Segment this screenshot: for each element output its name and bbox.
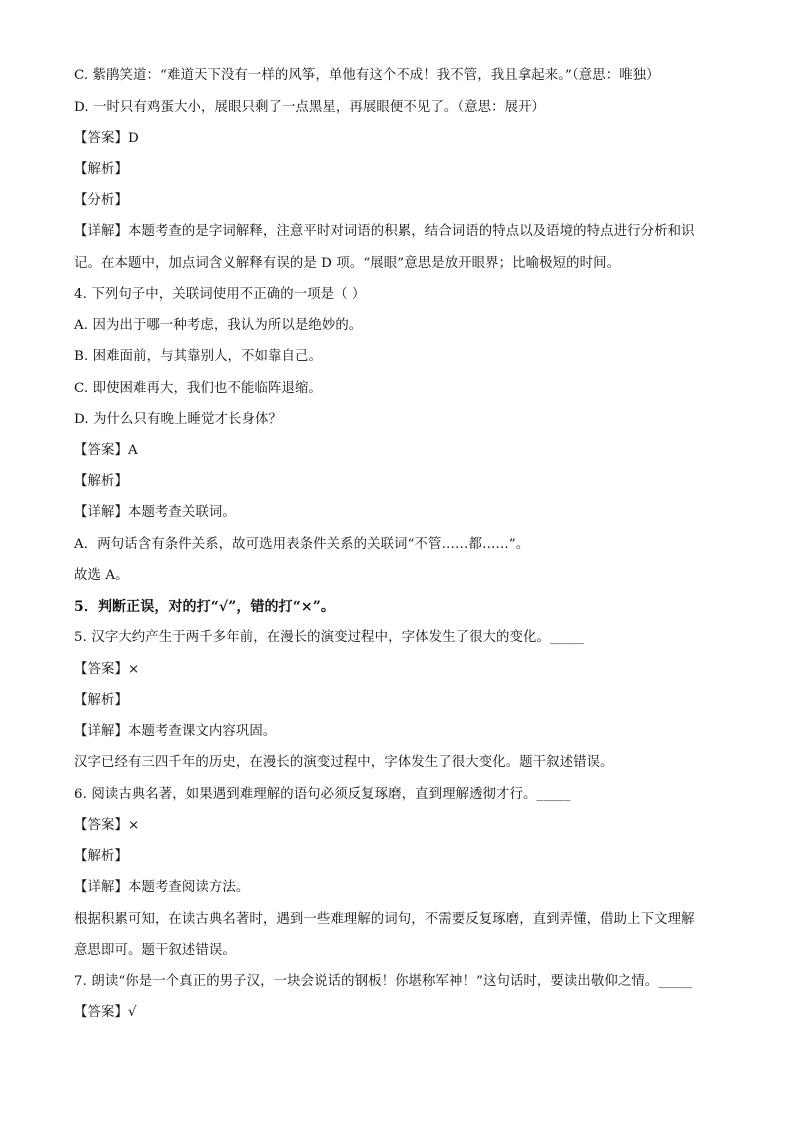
text-line: 【分析】 <box>74 193 128 208</box>
text-line: 【答案】× <box>74 818 140 833</box>
text-line: 5. 汉字大约产生于两千多年前，在漫长的演变过程中，字体发生了很大的变化。_____ <box>74 630 584 645</box>
text-line: 意思即可。题干叙述错误。 <box>74 943 236 958</box>
text-line: 【答案】D <box>74 131 139 146</box>
text-line: 故选 A。 <box>74 568 129 583</box>
text-line: 【答案】× <box>74 662 140 677</box>
text-line: D. 一时只有鸡蛋大小，展眼只剩了一点黑星，再展眼便不见了。（意思：展开） <box>74 100 546 115</box>
text-line: D. 为什么只有晚上睡觉才长身体？ <box>74 412 282 427</box>
text-line: C. 紫鹃笑道：“难道天下没有一样的风筝，单他有这个不成！我不管，我且拿起来。”（意思：唯独） <box>74 68 660 83</box>
text-line: 【答案】A <box>74 443 138 458</box>
text-line: 【答案】√ <box>74 1005 137 1020</box>
text-line: B. 困难面前，与其靠别人，不如靠自己。 <box>74 349 322 364</box>
section-heading: 5．判断正误，对的打“√”，错的打“×”。 <box>74 599 335 615</box>
text-line: 【解析】 <box>74 162 128 177</box>
text-line: 7. 朗读“你是一个真正的男子汉，一块会说话的钢板！你堪称军神！”这句话时，要读出敬仰之情。_____ <box>74 974 693 989</box>
text-line: 【解析】 <box>74 849 128 864</box>
text-line: 4. 下列句子中，关联词使用不正确的一项是（ ） <box>74 287 366 302</box>
text-line: A．两句话含有条件关系，故可选用表条件关系的关联词“不管……都……”。 <box>74 537 530 552</box>
text-line: 【详解】本题考查的是字词解释，注意平时对词语的积累，结合词语的特点以及语境的特点进行分析和识 <box>74 224 695 239</box>
text-line: 【详解】本题考查关联词。 <box>74 505 236 520</box>
text-line: 6. 阅读古典名著，如果遇到难理解的语句必须反复琢磨，直到理解透彻才行。_____ <box>74 787 571 802</box>
text-line: 记。在本题中，加点词含义解释有误的是 D 项。“展眼”意思是放开眼界；比喻极短的时间。 <box>74 256 621 271</box>
text-line: 【详解】本题考查课文内容巩固。 <box>74 724 277 739</box>
text-line: C. 即使困难再大，我们也不能临阵退缩。 <box>74 381 322 396</box>
text-line: 【解析】 <box>74 693 128 708</box>
text-line: A. 因为出于哪一种考虑，我认为所以是绝妙的。 <box>74 318 363 333</box>
text-line: 根据积累可知，在读古典名著时，遇到一些难理解的词句，不需要反复琢磨，直到弄懂，借助上下文理解 <box>74 912 695 927</box>
text-line: 【解析】 <box>74 474 128 489</box>
text-line: 【详解】本题考查阅读方法。 <box>74 880 250 895</box>
text-line: 汉字已经有三四千年的历史，在漫长的演变过程中，字体发生了很大变化。题干叙述错误。 <box>74 755 614 770</box>
